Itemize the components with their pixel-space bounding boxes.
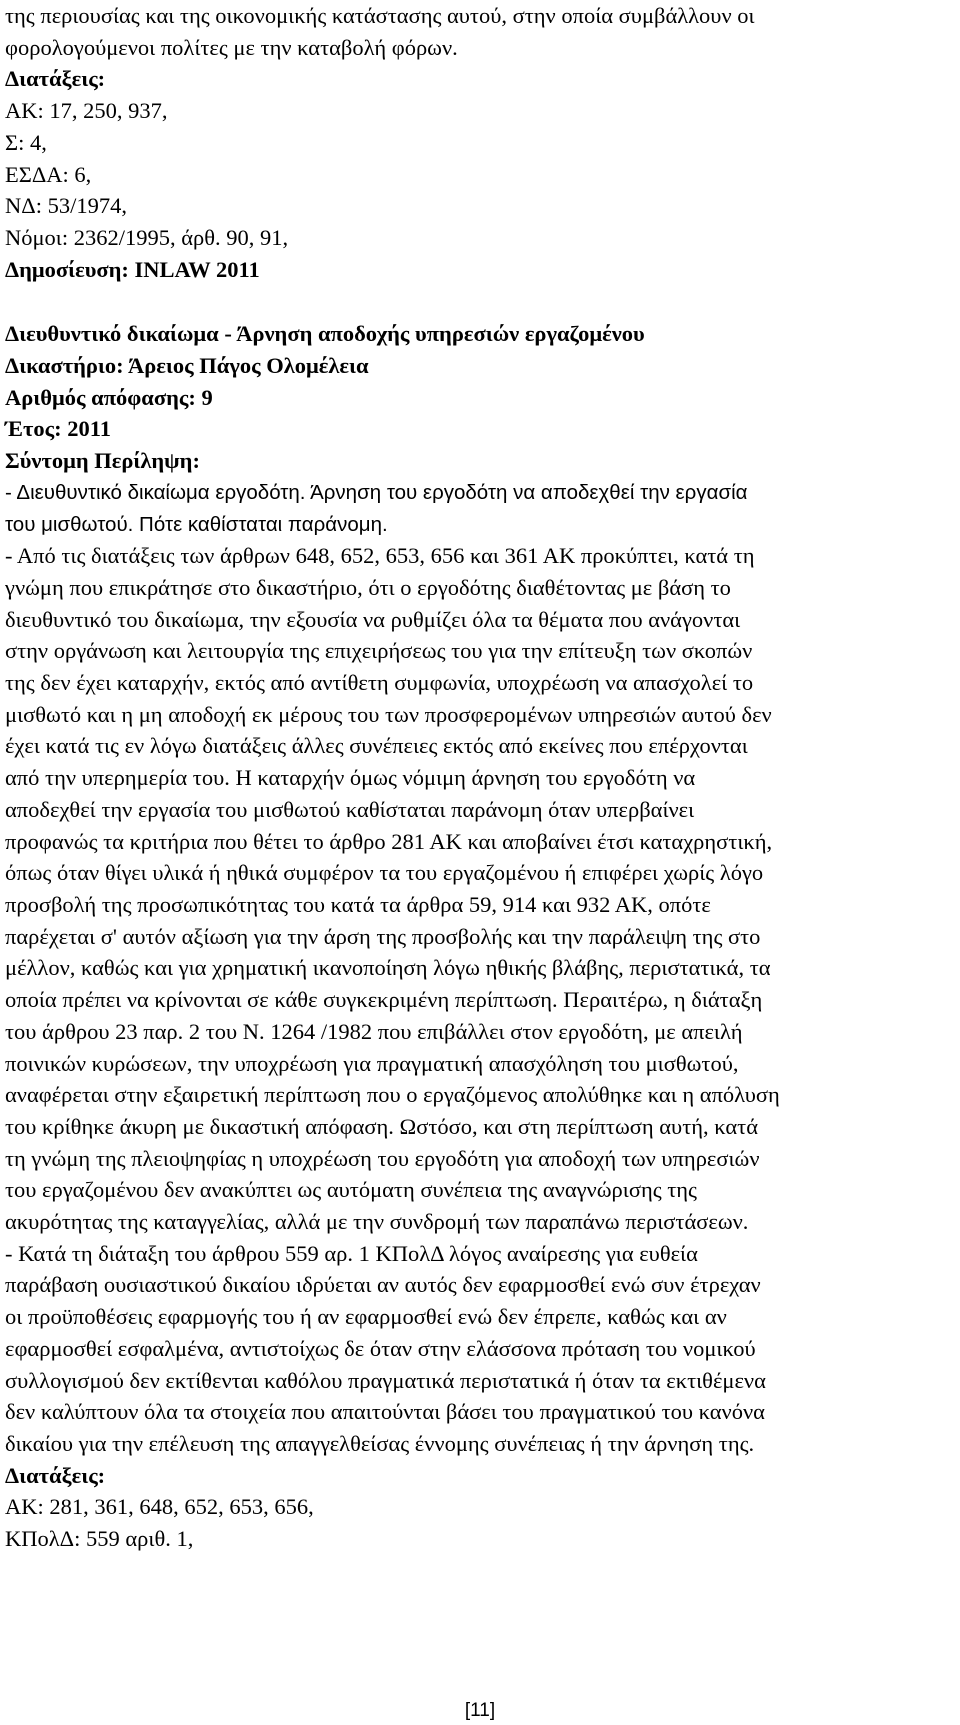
body-line: - Κατά τη διάταξη του άρθρου 559 αρ. 1 ΚΠολΔ λόγος αναίρεσης για ευθεία: [5, 1240, 698, 1266]
document-page: [5, 0, 945, 1555]
court-line: Δικαστήριο: Άρειος Πάγος Ολομέλεια: [5, 353, 369, 379]
body-line: τη γνώμη της πλειοψηφίας η υποχρέωση του εργοδότη για αποδοχή των υπηρεσιών: [5, 1145, 760, 1171]
provision-item: ΑΚ: 281, 361, 648, 652, 653, 656,: [5, 1494, 314, 1520]
body-line: ποινικών κυρώσεων, την υποχρέωση για πραγματική απασχόληση του μισθωτού,: [5, 1050, 739, 1076]
page-number: [11]: [464, 1700, 496, 1721]
spacer: [5, 285, 945, 318]
decision-number: Αριθμός απόφασης: 9: [5, 384, 213, 410]
body-line: - Από τις διατάξεις των άρθρων 648, 652, 653, 656 και 361 ΑΚ προκύπτει, κατά τη: [5, 543, 755, 569]
body-text: [5, 540, 945, 1459]
body-line: της δεν έχει καταρχήν, εκτός από αντίθετη συμφωνία, υποχρέωση να απασχολεί το: [5, 670, 754, 696]
body-line: του άρθρου 23 παρ. 2 του Ν. 1264 /1982 που επιβάλλει στον εργοδότη, με απειλή: [5, 1018, 743, 1044]
body-line: στην οργάνωση και λειτουργία της επιχειρήσεως του για την επίτευξη των σκοπών: [5, 638, 753, 664]
body-line: ακυρότητας της καταγγελίας, αλλά με την συνδρομή των παραπάνω περιστάσεων.: [5, 1209, 749, 1235]
body-line: παράβαση ουσιαστικού δικαίου ιδρύεται αν αυτός δεν εφαρμοσθεί ενώ συν έτρεχαν: [5, 1272, 761, 1298]
provision-item: Σ: 4,: [5, 129, 47, 155]
body-line: οποία πρέπει να κρίνονται σε κάθε συγκεκριμένη περίπτωση. Περαιτέρω, η διάταξη: [5, 987, 763, 1013]
provision-item: ΑΚ: 17, 250, 937,: [5, 98, 168, 124]
decision-year: Έτος: 2011: [5, 416, 111, 442]
body-line: δικαίου για την επέλευση της απαγγελθείσας έννομης συνέπειας ή την άρνηση της.: [5, 1430, 755, 1456]
body-line: δεν καλύπτουν όλα τα στοιχεία που απαιτούνται βάσει του πραγματικού του κανόνα: [5, 1399, 765, 1425]
body-line: από την υπερημερία του. Η καταρχήν όμως νόμιμη άρνηση του εργοδότη να: [5, 765, 696, 791]
body-line: οι προϋποθέσεις εφαρμογής του ή αν εφαρμοσθεί ενώ δεν έπρεπε, καθώς και αν: [5, 1304, 727, 1330]
provision-item: ΝΔ: 53/1974,: [5, 193, 127, 219]
body-line: του κρίθηκε άκυρη με δικαστική απόφαση. Ωστόσο, και στη περίπτωση αυτή, κατά: [5, 1113, 759, 1139]
body-line: μέλλον, καθώς και για χρηματική ικανοποίηση λόγω ηθικής βλάβης, περιστατικά, τα: [5, 955, 771, 981]
provision-item: ΕΣΔΑ: 6,: [5, 161, 92, 187]
body-line: αναφέρεται στην εξαιρετική περίπτωση που ο εργαζόμενος απολύθηκε και η απόλυση: [5, 1082, 780, 1108]
body-line: παρέχεται σ' αυτόν αξίωση για την άρση της προσβολής και την παράλειψη της στο: [5, 923, 761, 949]
body-line: διευθυντικό του δικαίωμα, την εξουσία να ρυθμίζει όλα τα θέματα που ανάγονται: [5, 606, 741, 632]
summary-text: - Διευθυντικό δικαίωμα εργοδότη. Άρνηση του εργοδότη να αποδεχθεί την εργασία: [5, 480, 748, 504]
body-line: γνώμη που επικράτησε στο δικαστήριο, ότι ο εργοδότης διαθέτοντας με βάση το: [5, 574, 731, 600]
provisions-heading: Διατάξεις:: [5, 66, 106, 92]
case-title: Διευθυντικό δικαίωμα - Άρνηση αποδοχής υπηρεσιών εργαζομένου: [5, 321, 645, 347]
text-line: της περιουσίας και της οικονομικής κατάστασης αυτού, στην οποία συμβάλλουν οι: [5, 3, 755, 28]
body-line: μισθωτό και η μη αποδοχή εκ μέρους του των προσφερομένων υπηρεσιών αυτού δεν: [5, 701, 772, 727]
body-line: του εργαζομένου δεν ανακύπτει ως αυτόματη συνέπεια της αναγνώρισης της: [5, 1177, 697, 1203]
provisions-heading: Διατάξεις:: [5, 1462, 106, 1488]
body-line: έχει κατά τις εν λόγω διατάξεις άλλες συνέπειες εκτός από εκείνες που επέρχονται: [5, 733, 748, 759]
provision-item: ΚΠολΔ: 559 αριθ. 1,: [5, 1526, 194, 1552]
body-line: συλλογισμού δεν εκτίθενται καθόλου πραγματικά περιστατικά ή όταν τα εκτιθέμενα: [5, 1367, 766, 1393]
summary-heading: Σύντομη Περίληψη:: [5, 448, 200, 474]
publication-line: Δημοσίευση: INLAW 2011: [5, 256, 260, 282]
body-line: όπως όταν θίγει υλικά ή ηθικά συμφέρον τα του εργαζομένου ή επιφέρει χωρίς λόγο: [5, 860, 764, 886]
body-line: προφανώς τα κριτήρια που θέτει το άρθρο 281 ΑΚ και αποβαίνει έτσι καταχρηστική,: [5, 828, 773, 854]
summary-text: του μισθωτού. Πότε καθίσταται παράνομη.: [5, 512, 388, 536]
text-line: φορολογούμενοι πολίτες με την καταβολή φόρων.: [5, 34, 458, 60]
provision-item: Νόμοι: 2362/1995, άρθ. 90, 91,: [5, 224, 289, 250]
body-line: αποδεχθεί την εργασία του μισθωτού καθίσταται παράνομη όταν υπερβαίνει: [5, 796, 695, 822]
body-line: προσβολή της προσωπικότητας του κατά τα άρθρα 59, 914 και 932 ΑΚ, οπότε: [5, 891, 711, 917]
body-line: εφαρμοσθεί εσφαλμένα, αντιστοίχως δε όταν στην ελάσσονα πρόταση του νομικού: [5, 1335, 756, 1361]
